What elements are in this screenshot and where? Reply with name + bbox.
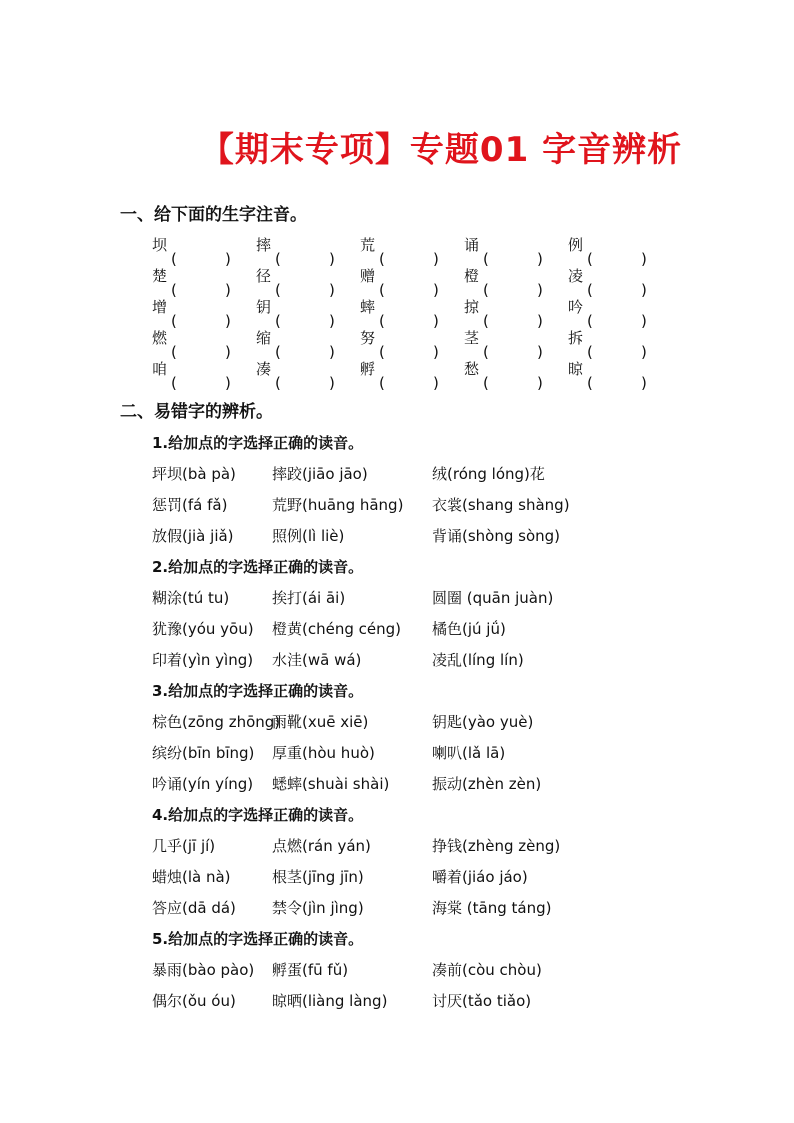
pinyin-choice-item[interactable]: 水洼(wā wá) <box>272 651 362 669</box>
pinyin-choice-item[interactable]: 衣裳(shang shàng) <box>432 496 570 514</box>
close-paren: ) <box>225 312 231 330</box>
pinyin-choice-item[interactable]: 棕色(zōng zhōng) <box>152 713 281 731</box>
close-paren: ) <box>537 250 543 268</box>
group-instruction: 3.给加点的字选择正确的读音。 <box>152 682 364 700</box>
open-paren: ( <box>483 343 489 361</box>
character-item <box>464 296 557 330</box>
open-paren: ( <box>483 281 489 299</box>
pinyin-choice-item[interactable]: 根茎(jīng jīn) <box>272 868 364 886</box>
pinyin-choice-item[interactable]: 偶尔(ǒu óu) <box>152 992 236 1010</box>
open-paren: ( <box>171 281 177 299</box>
pinyin-choice-item[interactable]: 摔跤(jiāo jāo) <box>272 465 368 483</box>
open-paren: ( <box>275 374 281 392</box>
pinyin-choice-item[interactable]: 橙黄(chéng céng) <box>272 620 401 638</box>
pinyin-choice-item[interactable]: 雨靴(xuē xiē) <box>272 713 369 731</box>
character-item <box>152 327 245 361</box>
pinyin-choice-item[interactable]: 讨厌(tǎo tiǎo) <box>432 992 532 1010</box>
close-paren: ) <box>537 281 543 299</box>
character-item <box>568 296 661 330</box>
pinyin-choice-item[interactable]: 印着(yìn yìng) <box>152 651 254 669</box>
open-paren: ( <box>587 374 593 392</box>
close-paren: ) <box>433 312 439 330</box>
close-paren: ) <box>537 343 543 361</box>
character: 摔 <box>256 236 272 254</box>
open-paren: ( <box>171 343 177 361</box>
pinyin-choice-item[interactable]: 振动(zhèn zèn) <box>432 775 542 793</box>
pinyin-choice-item[interactable]: 照例(lì liè) <box>272 527 345 545</box>
pinyin-choice-item[interactable]: 禁令(jìn jìng) <box>272 899 364 917</box>
close-paren: ) <box>641 250 647 268</box>
character-item <box>568 265 661 299</box>
character-item <box>464 265 557 299</box>
character: 蟀 <box>360 298 376 316</box>
close-paren: ) <box>225 281 231 299</box>
close-paren: ) <box>329 343 335 361</box>
character: 燃 <box>152 329 168 347</box>
close-paren: ) <box>537 312 543 330</box>
character: 钥 <box>256 298 272 316</box>
close-paren: ) <box>225 250 231 268</box>
pinyin-choice-item[interactable]: 晾晒(liàng làng) <box>272 992 388 1010</box>
pinyin-choice-item[interactable]: 缤纷(bīn bīng) <box>152 744 255 762</box>
open-paren: ( <box>379 250 385 268</box>
close-paren: ) <box>225 374 231 392</box>
pinyin-choice-item[interactable]: 凑前(còu chòu) <box>432 961 542 979</box>
character-item <box>464 358 557 392</box>
close-paren: ) <box>433 250 439 268</box>
character: 凑 <box>256 360 272 378</box>
pinyin-choice-item[interactable]: 荒野(huāng hāng) <box>272 496 404 514</box>
character: 楚 <box>152 267 168 285</box>
character: 掠 <box>464 298 480 316</box>
character-item <box>256 358 349 392</box>
pinyin-choice-item[interactable]: 厚重(hòu huò) <box>272 744 375 762</box>
pinyin-choice-item[interactable]: 孵蛋(fū fǔ) <box>272 961 349 979</box>
character-item <box>256 327 349 361</box>
character-item <box>360 234 453 268</box>
pinyin-choice-item[interactable]: 吟诵(yín yíng) <box>152 775 254 793</box>
pinyin-choice-item[interactable]: 凌乱(líng lín) <box>432 651 524 669</box>
pinyin-choice-item[interactable]: 圆圈 (quān juàn) <box>432 589 554 607</box>
character: 吟 <box>568 298 584 316</box>
open-paren: ( <box>171 250 177 268</box>
pinyin-choice-item[interactable]: 糊涂(tú tu) <box>152 589 230 607</box>
open-paren: ( <box>483 374 489 392</box>
pinyin-choice-item[interactable]: 点燃(rán yán) <box>272 837 371 855</box>
close-paren: ) <box>433 343 439 361</box>
character-item <box>464 234 557 268</box>
pinyin-choice-item[interactable]: 海棠 (tāng táng) <box>432 899 552 917</box>
pinyin-choice-item[interactable]: 绒(róng lóng)花 <box>432 465 545 483</box>
character: 缩 <box>256 329 272 347</box>
close-paren: ) <box>641 281 647 299</box>
pinyin-choice-item[interactable]: 答应(dā dá) <box>152 899 236 917</box>
close-paren: ) <box>329 374 335 392</box>
pinyin-choice-item[interactable]: 惩罚(fá fǎ) <box>152 496 228 514</box>
character: 茎 <box>464 329 480 347</box>
pinyin-choice-item[interactable]: 坪坝(bà pà) <box>152 465 236 483</box>
character-item <box>152 234 245 268</box>
close-paren: ) <box>641 312 647 330</box>
group-instruction: 1.给加点的字选择正确的读音。 <box>152 434 364 452</box>
character: 诵 <box>464 236 480 254</box>
pinyin-choice-item[interactable]: 蟋蟀(shuài shài) <box>272 775 390 793</box>
open-paren: ( <box>379 343 385 361</box>
close-paren: ) <box>641 374 647 392</box>
close-paren: ) <box>537 374 543 392</box>
pinyin-choice-item[interactable]: 暴雨(bào pào) <box>152 961 255 979</box>
close-paren: ) <box>433 281 439 299</box>
character: 努 <box>360 329 376 347</box>
pinyin-choice-item[interactable]: 蜡烛(là nà) <box>152 868 231 886</box>
character-item <box>152 358 245 392</box>
character: 孵 <box>360 360 376 378</box>
open-paren: ( <box>275 281 281 299</box>
character-item <box>360 296 453 330</box>
character-item <box>152 296 245 330</box>
open-paren: ( <box>171 374 177 392</box>
close-paren: ) <box>329 281 335 299</box>
close-paren: ) <box>329 250 335 268</box>
character: 增 <box>152 298 168 316</box>
character-item <box>152 265 245 299</box>
close-paren: ) <box>225 343 231 361</box>
open-paren: ( <box>587 250 593 268</box>
pinyin-choice-item[interactable]: 背诵(shòng sòng) <box>432 527 561 545</box>
open-paren: ( <box>275 312 281 330</box>
pinyin-choice-item[interactable]: 钥匙(yào yuè) <box>432 713 534 731</box>
character-item <box>256 265 349 299</box>
open-paren: ( <box>483 312 489 330</box>
pinyin-choice-item[interactable]: 嚼着(jiáo jáo) <box>432 868 528 886</box>
section-2-heading: 二、易错字的辨析。 <box>120 402 273 422</box>
open-paren: ( <box>587 343 593 361</box>
character-item <box>360 265 453 299</box>
pinyin-choice-item[interactable]: 放假(jià jiǎ) <box>152 527 234 545</box>
pinyin-choice-item[interactable]: 挨打(ái āi) <box>272 589 346 607</box>
character-item <box>256 234 349 268</box>
character-item <box>464 327 557 361</box>
pinyin-choice-item[interactable]: 喇叭(lǎ lā) <box>432 744 506 762</box>
open-paren: ( <box>379 281 385 299</box>
character: 咱 <box>152 360 168 378</box>
group-instruction: 4.给加点的字选择正确的读音。 <box>152 806 364 824</box>
group-instruction: 2.给加点的字选择正确的读音。 <box>152 558 364 576</box>
character: 赠 <box>360 267 376 285</box>
character: 拆 <box>568 329 584 347</box>
open-paren: ( <box>587 281 593 299</box>
open-paren: ( <box>379 312 385 330</box>
pinyin-choice-item[interactable]: 橘色(jú jǘ) <box>432 620 506 638</box>
character-item <box>360 327 453 361</box>
character: 凌 <box>568 267 584 285</box>
open-paren: ( <box>275 250 281 268</box>
character: 例 <box>568 236 584 254</box>
open-paren: ( <box>275 343 281 361</box>
character: 橙 <box>464 267 480 285</box>
pinyin-choice-item[interactable]: 犹豫(yóu yōu) <box>152 620 254 638</box>
open-paren: ( <box>171 312 177 330</box>
close-paren: ) <box>433 374 439 392</box>
page-title: 【期末专项】专题01 字音辨析 <box>199 130 683 170</box>
character-item <box>568 358 661 392</box>
open-paren: ( <box>587 312 593 330</box>
character: 径 <box>256 267 272 285</box>
character-item <box>568 234 661 268</box>
section-1-heading: 一、给下面的生字注音。 <box>120 205 307 225</box>
character-item <box>256 296 349 330</box>
open-paren: ( <box>483 250 489 268</box>
character: 荒 <box>360 236 376 254</box>
character: 晾 <box>568 360 584 378</box>
close-paren: ) <box>641 343 647 361</box>
pinyin-choice-item[interactable]: 几乎(jī jí) <box>152 837 216 855</box>
group-instruction: 5.给加点的字选择正确的读音。 <box>152 930 364 948</box>
character: 愁 <box>464 360 480 378</box>
close-paren: ) <box>329 312 335 330</box>
character-item <box>360 358 453 392</box>
pinyin-choice-item[interactable]: 挣钱(zhèng zèng) <box>432 837 561 855</box>
character: 坝 <box>152 236 168 254</box>
open-paren: ( <box>379 374 385 392</box>
character-item <box>568 327 661 361</box>
